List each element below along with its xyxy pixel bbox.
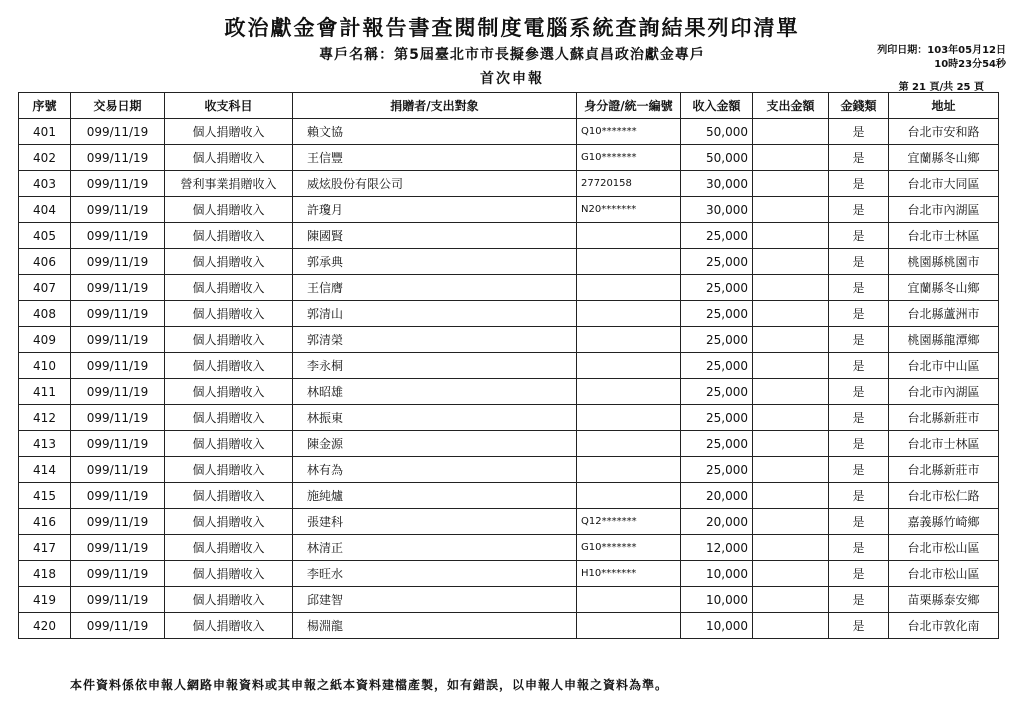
id-number-cell <box>577 483 681 509</box>
row-number-cell: 409 <box>19 327 71 353</box>
column-header: 序號 <box>19 93 71 119</box>
address-cell: 台北市士林區 <box>889 431 999 457</box>
print-time: 10時23分54秒 <box>934 59 1006 70</box>
table-row <box>19 457 999 483</box>
transaction-date-cell: 099/11/19 <box>71 223 165 249</box>
address-cell: 台北市松仁路 <box>889 483 999 509</box>
id-number-cell: G10******* <box>577 535 681 561</box>
id-number-cell <box>577 327 681 353</box>
cash-flag-cell: 是 <box>829 405 889 431</box>
address-cell: 台北縣蘆洲市 <box>889 301 999 327</box>
address-cell: 苗栗縣泰安鄉 <box>889 587 999 613</box>
donor-name-cell: 林昭雄 <box>293 379 577 405</box>
table-row <box>19 613 999 639</box>
address-cell: 桃園縣桃園市 <box>889 249 999 275</box>
cash-flag-cell: 是 <box>829 613 889 639</box>
income-amount-cell: 25,000 <box>681 379 753 405</box>
transaction-date-cell: 099/11/19 <box>71 197 165 223</box>
income-amount-cell: 10,000 <box>681 561 753 587</box>
table-row <box>19 561 999 587</box>
row-number-cell: 403 <box>19 171 71 197</box>
transaction-date-cell: 099/11/19 <box>71 171 165 197</box>
address-cell: 台北市內湖區 <box>889 197 999 223</box>
column-header: 身分證/統一編號 <box>577 93 681 119</box>
address-cell: 台北市松山區 <box>889 561 999 587</box>
expense-amount-cell <box>753 119 829 145</box>
expense-amount-cell <box>753 535 829 561</box>
category-cell: 個人捐贈收入 <box>165 509 293 535</box>
cash-flag-cell: 是 <box>829 535 889 561</box>
donor-name-cell: 許瓊月 <box>293 197 577 223</box>
category-cell: 個人捐贈收入 <box>165 405 293 431</box>
income-amount-cell: 25,000 <box>681 405 753 431</box>
donor-name-cell: 王信膺 <box>293 275 577 301</box>
address-cell: 台北市松山區 <box>889 535 999 561</box>
category-cell: 個人捐贈收入 <box>165 145 293 171</box>
transaction-date-cell: 099/11/19 <box>71 509 165 535</box>
address-cell: 台北市中山區 <box>889 353 999 379</box>
income-amount-cell: 25,000 <box>681 275 753 301</box>
expense-amount-cell <box>753 457 829 483</box>
row-number-cell: 414 <box>19 457 71 483</box>
expense-amount-cell <box>753 249 829 275</box>
cash-flag-cell: 是 <box>829 249 889 275</box>
cash-flag-cell: 是 <box>829 119 889 145</box>
income-amount-cell: 20,000 <box>681 509 753 535</box>
transaction-date-cell: 099/11/19 <box>71 249 165 275</box>
donor-name-cell: 威炫股份有限公司 <box>293 171 577 197</box>
category-cell: 個人捐贈收入 <box>165 561 293 587</box>
column-header: 捐贈者/支出對象 <box>293 93 577 119</box>
id-number-cell <box>577 379 681 405</box>
income-amount-cell: 25,000 <box>681 223 753 249</box>
donor-name-cell: 賴文協 <box>293 119 577 145</box>
row-number-cell: 401 <box>19 119 71 145</box>
column-header: 收入金額 <box>681 93 753 119</box>
row-number-cell: 415 <box>19 483 71 509</box>
category-cell: 個人捐贈收入 <box>165 197 293 223</box>
income-amount-cell: 25,000 <box>681 457 753 483</box>
address-cell: 宜蘭縣冬山鄉 <box>889 145 999 171</box>
donor-name-cell: 陳金源 <box>293 431 577 457</box>
expense-amount-cell <box>753 613 829 639</box>
address-cell: 台北縣新莊市 <box>889 405 999 431</box>
id-number-cell <box>577 431 681 457</box>
table-row <box>19 249 999 275</box>
id-number-cell: H10******* <box>577 561 681 587</box>
expense-amount-cell <box>753 223 829 249</box>
expense-amount-cell <box>753 561 829 587</box>
donor-name-cell: 郭清榮 <box>293 327 577 353</box>
cash-flag-cell: 是 <box>829 197 889 223</box>
column-header: 金錢類 <box>829 93 889 119</box>
income-amount-cell: 20,000 <box>681 483 753 509</box>
address-cell: 台北市敦化南 <box>889 613 999 639</box>
row-number-cell: 406 <box>19 249 71 275</box>
page-indicator: 第 21 頁/共 25 頁 <box>898 82 984 93</box>
row-number-cell: 404 <box>19 197 71 223</box>
id-number-cell <box>577 301 681 327</box>
category-cell: 個人捐贈收入 <box>165 483 293 509</box>
donor-name-cell: 施純爐 <box>293 483 577 509</box>
donor-name-cell: 李旺水 <box>293 561 577 587</box>
category-cell: 個人捐贈收入 <box>165 613 293 639</box>
income-amount-cell: 10,000 <box>681 587 753 613</box>
table-row <box>19 379 999 405</box>
table-row <box>19 483 999 509</box>
income-amount-cell: 12,000 <box>681 535 753 561</box>
transaction-date-cell: 099/11/19 <box>71 327 165 353</box>
transaction-date-cell: 099/11/19 <box>71 405 165 431</box>
table-body <box>19 119 999 639</box>
expense-amount-cell <box>753 145 829 171</box>
table-row <box>19 301 999 327</box>
row-number-cell: 410 <box>19 353 71 379</box>
row-number-cell: 411 <box>19 379 71 405</box>
income-amount-cell: 30,000 <box>681 171 753 197</box>
id-number-cell <box>577 457 681 483</box>
category-cell: 營利事業捐贈收入 <box>165 171 293 197</box>
column-header: 交易日期 <box>71 93 165 119</box>
cash-flag-cell: 是 <box>829 561 889 587</box>
transaction-date-cell: 099/11/19 <box>71 561 165 587</box>
transaction-date-cell: 099/11/19 <box>71 431 165 457</box>
transaction-date-cell: 099/11/19 <box>71 119 165 145</box>
category-cell: 個人捐贈收入 <box>165 379 293 405</box>
cash-flag-cell: 是 <box>829 301 889 327</box>
category-cell: 個人捐贈收入 <box>165 249 293 275</box>
donor-name-cell: 林清正 <box>293 535 577 561</box>
category-cell: 個人捐贈收入 <box>165 457 293 483</box>
category-cell: 個人捐贈收入 <box>165 275 293 301</box>
cash-flag-cell: 是 <box>829 275 889 301</box>
expense-amount-cell <box>753 379 829 405</box>
table-row <box>19 145 999 171</box>
cash-flag-cell: 是 <box>829 171 889 197</box>
transaction-date-cell: 099/11/19 <box>71 379 165 405</box>
table-row <box>19 509 999 535</box>
id-number-cell: N20******* <box>577 197 681 223</box>
id-number-cell <box>577 249 681 275</box>
cash-flag-cell: 是 <box>829 509 889 535</box>
table-header-row <box>19 93 999 119</box>
address-cell: 台北市士林區 <box>889 223 999 249</box>
transaction-date-cell: 099/11/19 <box>71 587 165 613</box>
donor-name-cell: 陳國賢 <box>293 223 577 249</box>
expense-amount-cell <box>753 327 829 353</box>
transaction-date-cell: 099/11/19 <box>71 483 165 509</box>
id-number-cell: G10******* <box>577 145 681 171</box>
address-cell: 桃園縣龍潭鄉 <box>889 327 999 353</box>
table-row <box>19 535 999 561</box>
table-row <box>19 223 999 249</box>
table-row <box>19 197 999 223</box>
row-number-cell: 413 <box>19 431 71 457</box>
expense-amount-cell <box>753 197 829 223</box>
donor-name-cell: 林振東 <box>293 405 577 431</box>
category-cell: 個人捐贈收入 <box>165 353 293 379</box>
transaction-date-cell: 099/11/19 <box>71 535 165 561</box>
cash-flag-cell: 是 <box>829 327 889 353</box>
address-cell: 嘉義縣竹崎鄉 <box>889 509 999 535</box>
income-amount-cell: 25,000 <box>681 431 753 457</box>
table-row <box>19 587 999 613</box>
table-row <box>19 171 999 197</box>
column-header: 支出金額 <box>753 93 829 119</box>
expense-amount-cell <box>753 275 829 301</box>
table-row <box>19 119 999 145</box>
column-header: 地址 <box>889 93 999 119</box>
expense-amount-cell <box>753 301 829 327</box>
income-amount-cell: 25,000 <box>681 249 753 275</box>
category-cell: 個人捐贈收入 <box>165 587 293 613</box>
table-row <box>19 275 999 301</box>
expense-amount-cell <box>753 405 829 431</box>
transaction-date-cell: 099/11/19 <box>71 145 165 171</box>
expense-amount-cell <box>753 431 829 457</box>
table-row <box>19 353 999 379</box>
donor-name-cell: 張建科 <box>293 509 577 535</box>
id-number-cell <box>577 353 681 379</box>
category-cell: 個人捐贈收入 <box>165 301 293 327</box>
donor-name-cell: 郭承典 <box>293 249 577 275</box>
category-cell: 個人捐贈收入 <box>165 535 293 561</box>
expense-amount-cell <box>753 171 829 197</box>
address-cell: 台北市內湖區 <box>889 379 999 405</box>
donor-name-cell: 李永桐 <box>293 353 577 379</box>
column-header: 收支科目 <box>165 93 293 119</box>
footer-note: 本件資料係依申報人網路申報資料或其申報之紙本資料建檔產製，如有錯誤，以申報人申報之資料為準。 <box>70 678 669 692</box>
expense-amount-cell <box>753 483 829 509</box>
row-number-cell: 418 <box>19 561 71 587</box>
cash-flag-cell: 是 <box>829 431 889 457</box>
donation-table <box>18 92 999 639</box>
row-number-cell: 402 <box>19 145 71 171</box>
id-number-cell <box>577 405 681 431</box>
donor-name-cell: 郭清山 <box>293 301 577 327</box>
expense-amount-cell <box>753 509 829 535</box>
print-info <box>877 44 1006 72</box>
row-number-cell: 417 <box>19 535 71 561</box>
income-amount-cell: 30,000 <box>681 197 753 223</box>
income-amount-cell: 50,000 <box>681 145 753 171</box>
income-amount-cell: 25,000 <box>681 327 753 353</box>
donor-name-cell: 楊淵龍 <box>293 613 577 639</box>
donor-name-cell: 王信豐 <box>293 145 577 171</box>
income-amount-cell: 25,000 <box>681 353 753 379</box>
row-number-cell: 419 <box>19 587 71 613</box>
income-amount-cell: 25,000 <box>681 301 753 327</box>
row-number-cell: 420 <box>19 613 71 639</box>
cash-flag-cell: 是 <box>829 223 889 249</box>
account-name: 專戶名稱：第5屆臺北市市長擬參選人蘇貞昌政治獻金專戶 <box>319 47 705 63</box>
row-number-cell: 408 <box>19 301 71 327</box>
row-number-cell: 405 <box>19 223 71 249</box>
id-number-cell <box>577 613 681 639</box>
print-date: 列印日期：103年05月12日 <box>877 45 1006 56</box>
cash-flag-cell: 是 <box>829 457 889 483</box>
id-number-cell: 27720158 <box>577 171 681 197</box>
report-type: 首次申報 <box>480 71 544 87</box>
transaction-date-cell: 099/11/19 <box>71 275 165 301</box>
donor-name-cell: 邱建智 <box>293 587 577 613</box>
expense-amount-cell <box>753 587 829 613</box>
row-number-cell: 407 <box>19 275 71 301</box>
cash-flag-cell: 是 <box>829 379 889 405</box>
table-row <box>19 405 999 431</box>
table-row <box>19 431 999 457</box>
donor-name-cell: 林有為 <box>293 457 577 483</box>
transaction-date-cell: 099/11/19 <box>71 353 165 379</box>
id-number-cell: Q12******* <box>577 509 681 535</box>
address-cell: 台北縣新莊市 <box>889 457 999 483</box>
category-cell: 個人捐贈收入 <box>165 223 293 249</box>
income-amount-cell: 10,000 <box>681 613 753 639</box>
transaction-date-cell: 099/11/19 <box>71 457 165 483</box>
row-number-cell: 416 <box>19 509 71 535</box>
transaction-date-cell: 099/11/19 <box>71 301 165 327</box>
cash-flag-cell: 是 <box>829 353 889 379</box>
category-cell: 個人捐贈收入 <box>165 119 293 145</box>
address-cell: 台北市大同區 <box>889 171 999 197</box>
id-number-cell <box>577 587 681 613</box>
address-cell: 宜蘭縣冬山鄉 <box>889 275 999 301</box>
page-title: 政治獻金會計報告書查閱制度電腦系統查詢結果列印清單 <box>224 16 800 40</box>
income-amount-cell: 50,000 <box>681 119 753 145</box>
address-cell: 台北市安和路 <box>889 119 999 145</box>
cash-flag-cell: 是 <box>829 483 889 509</box>
category-cell: 個人捐贈收入 <box>165 431 293 457</box>
cash-flag-cell: 是 <box>829 587 889 613</box>
id-number-cell <box>577 223 681 249</box>
id-number-cell: Q10******* <box>577 119 681 145</box>
table-row <box>19 327 999 353</box>
cash-flag-cell: 是 <box>829 145 889 171</box>
expense-amount-cell <box>753 353 829 379</box>
transaction-date-cell: 099/11/19 <box>71 613 165 639</box>
row-number-cell: 412 <box>19 405 71 431</box>
category-cell: 個人捐贈收入 <box>165 327 293 353</box>
id-number-cell <box>577 275 681 301</box>
